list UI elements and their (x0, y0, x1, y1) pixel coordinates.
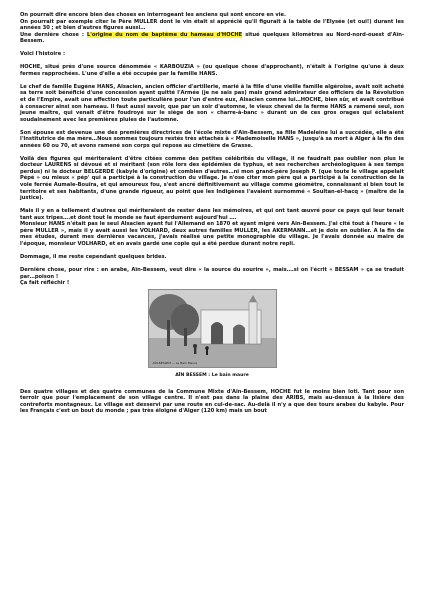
figure-caption: AÏN BESSEM : Le bain maure (175, 372, 249, 378)
photo-figure (20, 289, 404, 389)
paragraph: HOCHE, situé près d'une source dénommée « KARBOUZIA » (ou quelque chose d'approchant), n'était à l'origine qu'une à deux fermes rapprochées. L'une d'elle a été occupée par la famille HANS. (20, 64, 404, 77)
section-heading: Voici l'histoire : (20, 51, 66, 58)
paragraph: Le chef de famille Eugène HANS, Alsacien, ancien officier d'artillerie, marié à la fille d'une vieille famille algéroise, avait soit acheté sa terre soit bénéficié d'une concession ayant quitté l'Armée (je ne sais pas) mais grand admirateur des officiers de la Révolution et de l'Empire, avait une affection toute particulière pour l'un d'entre eux, Alsacien comme lui…HOCHE, bien sûr, et avait contribué à consacrer ainsi son hameau. Il faut aussi savoir, que par un soir d'automne, le vieux cheval de la ferme HANS a ramené seul, son jeune maître, qui venait d'être foudroyé sur le siège de son « charre-à-banc » durant un de ces gros orages qui éclataient soudainement avec les premières pluies de l'automne. (20, 83, 404, 123)
highlighted-text: L'origine du nom de baptême du hameau d'HOCHE (86, 31, 243, 38)
origin-prefix: Une dernière chose : (20, 31, 87, 38)
paragraph: On pourrait par exemple citer le Père MULLER dont le vin était si apprécié qu'il figurait à la table de l'Elysée (et oui!) durant les années 30 ; et bien d'autres figures aussi… (20, 18, 404, 32)
paragraph: Ça fait réfléchir ! (20, 280, 70, 287)
paragraph-origin (20, 32, 404, 45)
bain-maure-photo (148, 289, 277, 368)
paragraph: Monsieur HANS n'était pas le seul Alsacien ayant fui l'Allemand en 1870 et ayant migré vers Aïn-Bessem. J'ai cité tout à l'heure « le père MULLER », mais il y avait aussi les VOLHARD, deux autres familles MULLER, les AKERMANN…et je dois en oublier. A la fin de mes études, durant mes dernières vacances, j'avais réalisé une petite monographie du village. Je l'avais donnée au maire de l'époque, monsieur VOLHARD, et en avais gardé une copie qui a été perdue durant notre repli. (20, 221, 404, 247)
paragraph: On pourrait dire encore bien des choses en interrogeant les anciens qui sont encore en vie. (20, 12, 286, 18)
paragraph: Mais il y en a tellement d'autres qui mériteraient de rester dans les mémoires, et qui ont tant œuvré pour ce pays qui leur tenait tant aux tripes….et dont tout le monde se faut éperdument aujourd'hui …. (20, 208, 404, 221)
paragraph: Dernière chose, pour rire : en arabe, Aïn-Bessem, veut dire « la source du sourire », mais….si on l'écrit « BESSAM » ça se traduit par…poison ! (20, 266, 404, 280)
photo-illustration (149, 290, 276, 367)
paragraph: Son épouse est devenue une des premières directrices de l'école mixte d'Aïn-Bessem, sa fille Madeleine lui a succédée, elle a été l'Institutrice de ma mère…Nous sommes toujours restés très attachés à « Mademoiselle HANS », jusqu'à sa mort à Alger à la fin des années 60 ou 70, et avons ramené son corps qui repose au cimetière de Grasse. (20, 129, 404, 149)
origin-suffix: situé quelques kilomètres au Nord-nord-ouest d'Aïn-Bessem. (20, 31, 404, 45)
paragraph: Voilà des figures qui mériteraient d'être citées comme des petites célébrités du village, il ne faudrait pas oublier non plus le docteur LAURENS si dévoué et si méritant (son rôle lors des épidémies de typhus, et ses recherches archéologiques à ses temps perdus) ni le docteur BELGERDE (kabyle d'origine) et combien d'autres…ni mon grand-père Joseph P. (que toute le village appelait Pépé » ou mieux « pép' qui a participé à la construction du village. Je n'ose citer mon père qui a participé à la construction de la voie ferrée Aumale-Bouïra, et qui amoureux fou, s'est ancré définitivement au village comme géomètre, connaissant si bien tout le territoire et ses habitants, d'une grande rigueur, au point que les Indigènes l'avaient surnommé « Soultan-el-hacq » (maître de la justice). (20, 155, 404, 202)
paragraph: Des quatre villages et des quatre communes de la Commune Mixte d'Aïn-Bessem, HOCHE fut le moins bien loti. Tant pour son terroir que pour l'emplacement de son village centre. Il n'est pas dans la plaine des ARIBS, mais au-dessus à la lisière des contreforts montagneux. Le village est desservi par une route en cul-de-sac. Au-delà il n'y a que des tours arabes du kabyle. Pour les Français c'est un bout du monde ; pas très éloigné d'Alger (120 km) mais un bout (20, 388, 404, 415)
paragraph: Dommage, il me reste cependant quelques brides. (20, 253, 167, 260)
photo-inner-caption: AÏN-BESSEM — Le Bain Maure (152, 360, 198, 365)
